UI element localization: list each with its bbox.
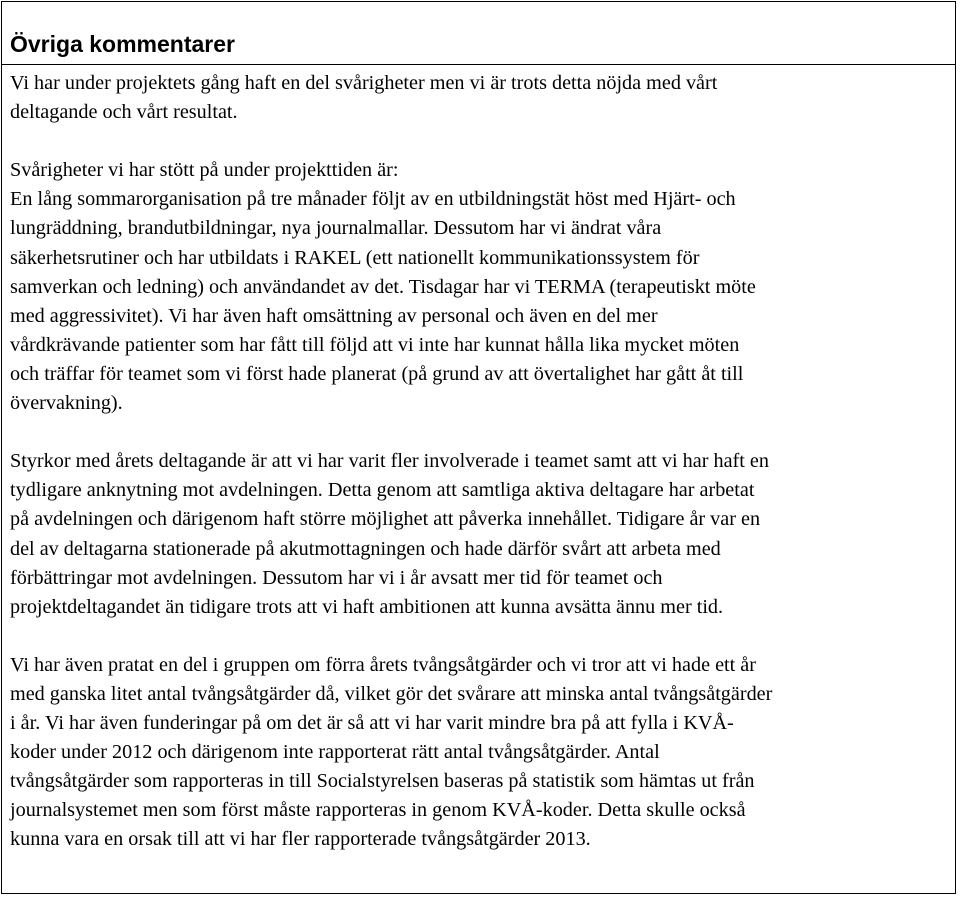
text-line: koder under 2012 och därigenom inte rapporterat rätt antal tvångsåtgärder. Antal <box>10 741 660 764</box>
comments-body <box>10 69 950 855</box>
text-line: vårdkrävande patienter som har fått till följd att vi inte har kunnat hålla lika mycket möten <box>10 333 740 356</box>
text-line: lungräddning, brandutbildningar, nya journalmallar. Dessutom har vi ändrat våra <box>10 217 662 240</box>
text-line: säkerhetsrutiner och har utbildats i RAKEL (ett nationellt kommunikationssystem för <box>10 246 700 269</box>
text-line: på avdelningen och därigenom haft större möjlighet att påverka innehållet. Tidigare år var en <box>10 508 761 531</box>
section-heading: Övriga kommentarer <box>10 31 235 57</box>
text-line: En lång sommarorganisation på tre månader följt av en utbildningstät höst med Hjärt- och <box>10 188 736 211</box>
paragraph-gap <box>10 622 950 651</box>
text-line: projektdeltagandet än tidigare trots att vi haft ambitionen att kunna avsätta ännu mer tid. <box>10 595 724 618</box>
text-line: journalsystemet men som först måste rapporteras in genom KVÅ-koder. Detta skulle också <box>10 799 746 822</box>
text-line: och träffar för teamet som vi först hade planerat (på grund av att övertalighet har gått åt till <box>10 362 744 385</box>
paragraph-gap <box>10 418 950 447</box>
text-line: med ganska litet antal tvångsåtgärder då, vilket gör det svårare att minska antal tvångsåtgärder <box>10 682 773 705</box>
comments-box <box>1 1 956 894</box>
paragraph-difficulties <box>10 156 950 418</box>
heading-row <box>2 2 955 65</box>
text-line: Styrkor med årets deltagande är att vi har varit fler involverade i teamet samt att vi har haft en <box>10 450 769 473</box>
paragraph-gap <box>10 127 950 156</box>
text-line: tvångsåtgärder som rapporteras in till Socialstyrelsen baseras på statistik som hämtas ut från <box>10 770 755 793</box>
paragraph-intro <box>10 69 950 127</box>
text-line: Vi har under projektets gång haft en del svårigheter men vi är trots detta nöjda med vårt <box>10 72 718 94</box>
text-line: deltagande och vårt resultat. <box>10 101 238 124</box>
text-line: del av deltagarna stationerade på akutmottagningen och hade därför svårt att arbeta med <box>10 537 721 560</box>
paragraph-strengths <box>10 447 950 622</box>
text-line: övervakning). <box>10 392 123 415</box>
text-line: Svårigheter vi har stött på under projekttiden är: <box>10 159 399 182</box>
text-line: i år. Vi har även funderingar på om det är så att vi har varit mindre bra på att fylla i KVÅ- <box>10 712 734 735</box>
text-line: tydligare anknytning mot avdelningen. Detta genom att samtliga aktiva deltagare har arbetat <box>10 479 755 502</box>
text-line: förbättringar mot avdelningen. Dessutom har vi i år avsatt mer tid för teamet och <box>10 566 663 589</box>
text-line: samverkan och ledning) och användandet av det. Tisdagar har vi TERMA (terapeutiskt möte <box>10 275 756 298</box>
text-line: kunna vara en orsak till att vi har fler rapporterade tvångsåtgärder 2013. <box>10 828 591 851</box>
text-line: med aggressivitet). Vi har även haft omsättning av personal och även en del mer <box>10 304 658 327</box>
text-line: Vi har även pratat en del i gruppen om förra årets tvångsåtgärder och vi tror att vi hade ett år <box>10 653 756 676</box>
paragraph-coercive-measures <box>10 651 950 855</box>
